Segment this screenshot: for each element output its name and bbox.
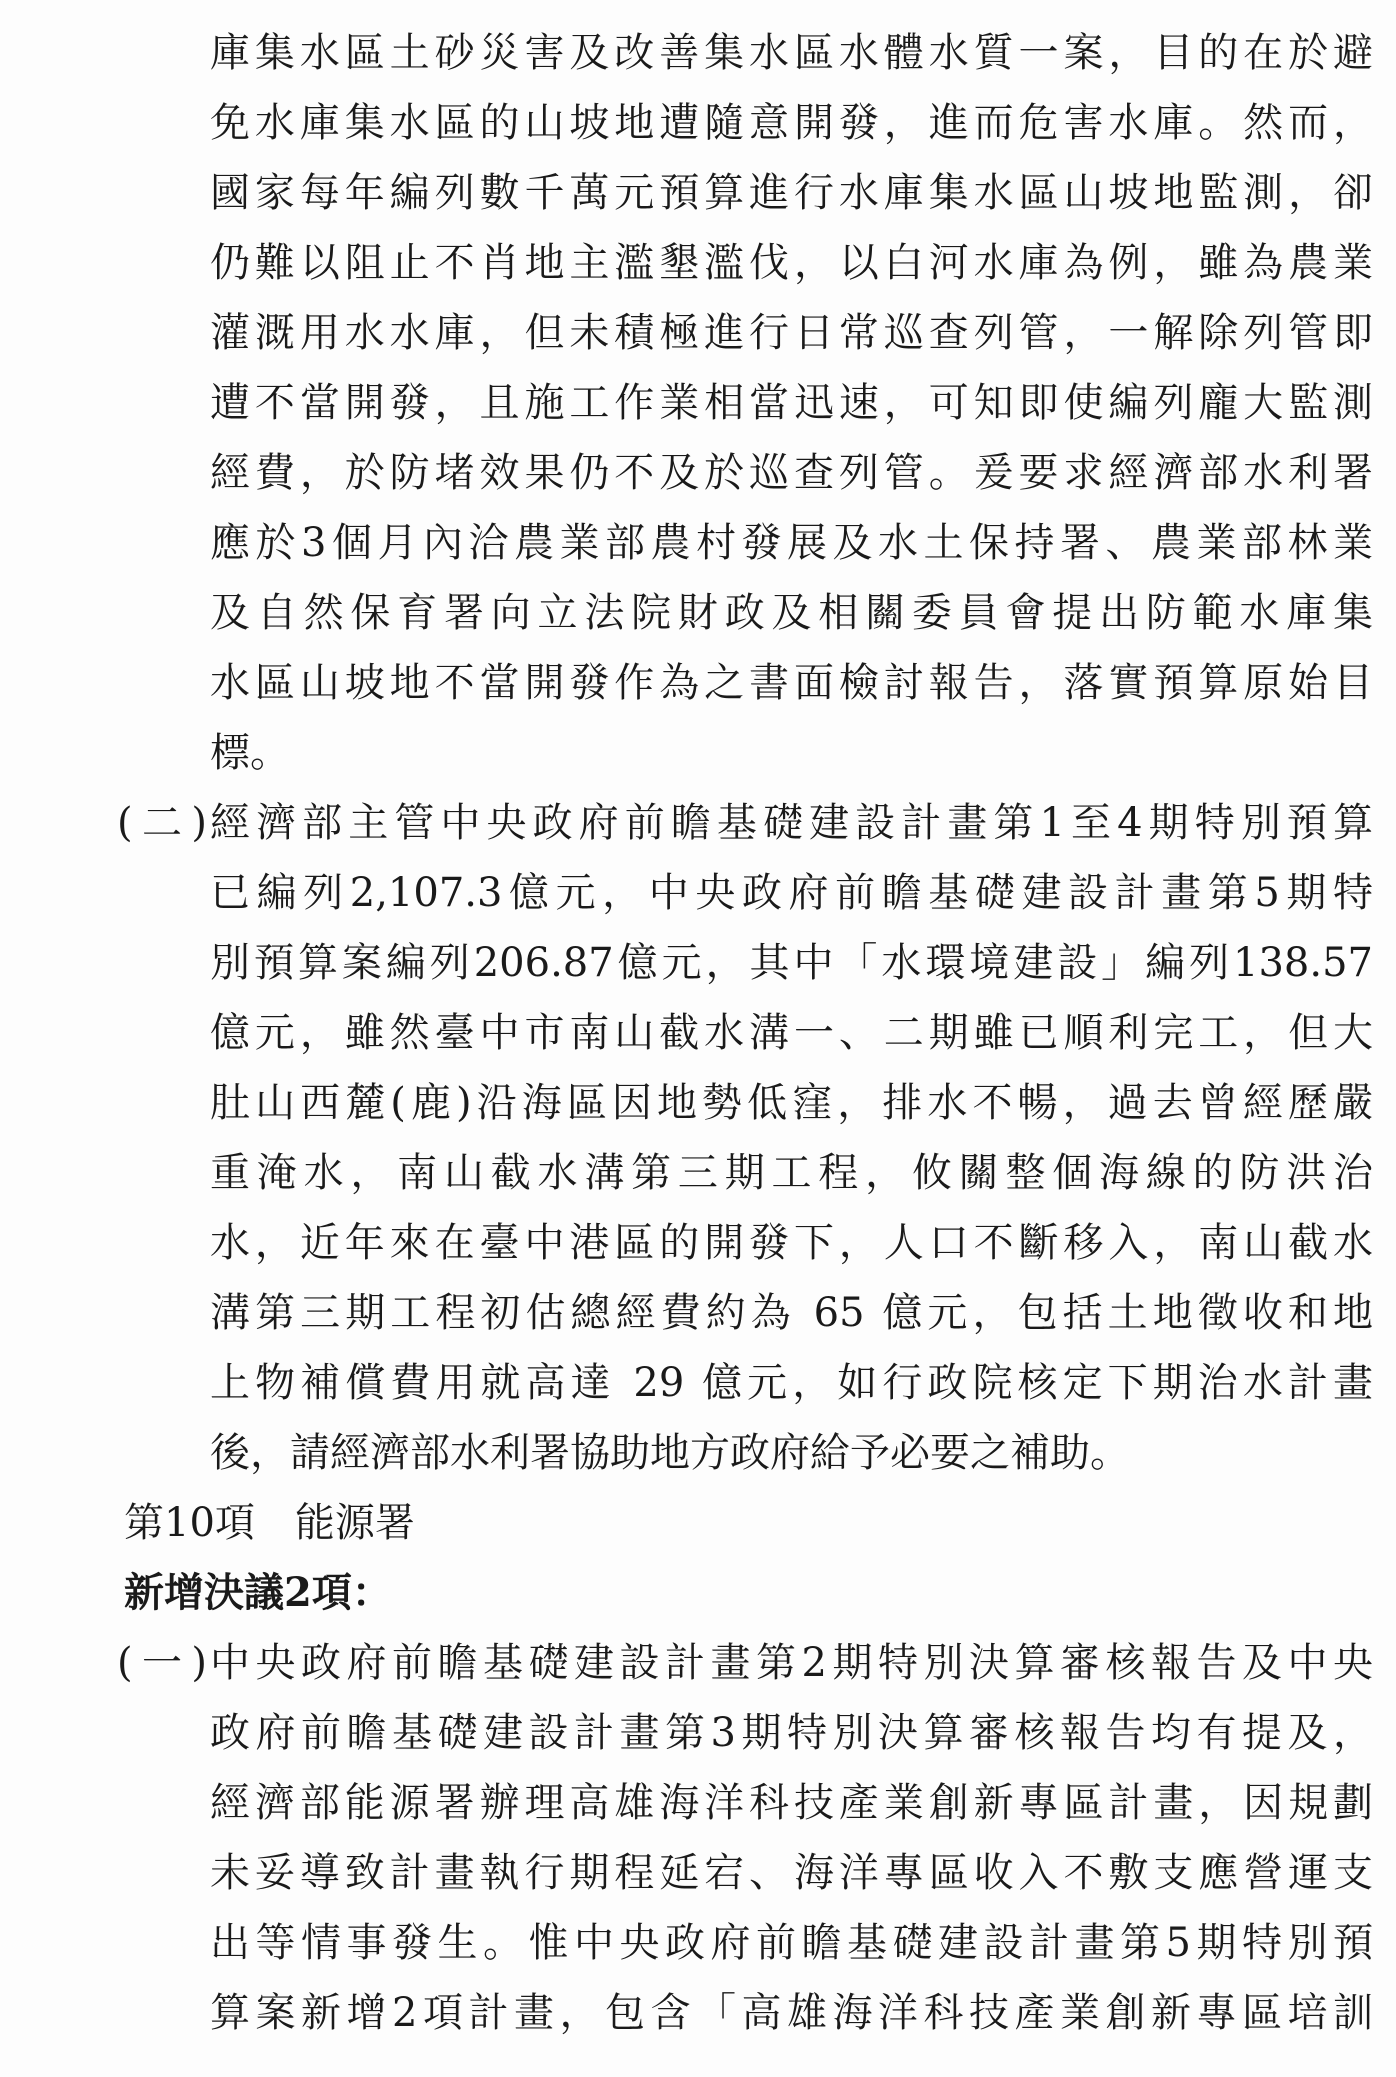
paragraph-line: [0, 1908, 1396, 1978]
paragraph-line-text: 經費，於防堵效果仍不及於巡查列管。爰要求經濟部水利署: [210, 450, 1373, 496]
paragraph-line: [0, 368, 1396, 438]
paragraph-line-text: 算案新增2項計畫，包含「高雄海洋科技產業創新專區培訓: [210, 1990, 1373, 2036]
paragraph-line-text: 肚山西麓(鹿)沿海區因地勢低窪，排水不暢，過去曾經歷嚴: [210, 1080, 1373, 1126]
list-item-label: (二): [117, 800, 207, 846]
paragraph-line: [0, 648, 1396, 718]
paragraph-line-text: 仍難以阻止不肖地主濫墾濫伐，以白河水庫為例，雖為農業: [210, 240, 1373, 286]
paragraph-line-text: 出等情事發生。惟中央政府前瞻基礎建設計畫第5期特別預: [210, 1920, 1373, 1966]
paragraph-line-text: 國家每年編列數千萬元預算進行水庫集水區山坡地監測，卻: [210, 170, 1373, 216]
paragraph-line: [0, 158, 1396, 228]
paragraph-line-text: 億元，雖然臺中市南山截水溝一、二期雖已順利完工，但大: [210, 1010, 1373, 1056]
list-item-label: (一): [117, 1640, 207, 1686]
paragraph-line-text: 庫集水區土砂災害及改善集水區水體水質一案，目的在於避: [210, 30, 1373, 76]
paragraph-line-text: 水，近年來在臺中港區的開發下，人口不斷移入，南山截水: [210, 1220, 1373, 1266]
paragraph-line-text: 及自然保育署向立法院財政及相關委員會提出防範水庫集: [210, 590, 1373, 636]
paragraph-line-text: 未妥導致計畫執行期程延宕、海洋專區收入不敷支應營運支: [210, 1850, 1373, 1896]
paragraph-line-text: 經濟部能源署辦理高雄海洋科技產業創新專區計畫，因規劃: [210, 1780, 1373, 1826]
paragraph-line: [0, 1348, 1396, 1418]
paragraph-line: [0, 578, 1396, 648]
paragraph-line-text: 已編列2,107.3億元，中央政府前瞻基礎建設計畫第5期特: [210, 870, 1373, 916]
paragraph-line: [0, 1068, 1396, 1138]
list-item-first-line: [0, 788, 1396, 858]
paragraph-line-text: 免水庫集水區的山坡地遭隨意開發，進而危害水庫。然而，: [210, 100, 1373, 146]
resolution-heading: 新增決議2項：: [124, 1569, 392, 1616]
paragraph-line: [0, 508, 1396, 578]
paragraph-line: [0, 438, 1396, 508]
paragraph-line-text: 灌溉用水水庫，但未積極進行日常巡查列管，一解除列管即: [210, 310, 1373, 356]
paragraph-line: [0, 298, 1396, 368]
paragraph-line: [0, 1208, 1396, 1278]
paragraph-line: [0, 1838, 1396, 1908]
paragraph-line: [0, 718, 1396, 788]
paragraph-line: [0, 1418, 1396, 1488]
paragraph-line: [0, 998, 1396, 1068]
paragraph-line: [0, 1698, 1396, 1768]
paragraph-line-text: 中央政府前瞻基礎建設計畫第2期特別決算審核報告及中央: [210, 1640, 1373, 1686]
paragraph-line-text: 標。: [210, 730, 290, 776]
paragraph-line-text: 遭不當開發，且施工作業相當迅速，可知即使編列龐大監測: [210, 380, 1373, 426]
paragraph-line-text: 政府前瞻基礎建設計畫第3期特別決算審核報告均有提及，: [210, 1710, 1373, 1756]
paragraph-line: [0, 928, 1396, 998]
paragraph-line: [0, 1768, 1396, 1838]
paragraph-line: [0, 1138, 1396, 1208]
paragraph-line: [0, 1978, 1396, 2048]
resolution-heading-line: [0, 1558, 1396, 1628]
section-heading: 第10項 能源署: [124, 1500, 415, 1546]
paragraph-line-text: 重淹水，南山截水溝第三期工程，攸關整個海線的防洪治: [210, 1150, 1373, 1196]
section-heading-line: [0, 1488, 1396, 1558]
paragraph-line-text: 上物補償費用就高達 29 億元，如行政院核定下期治水計畫: [210, 1360, 1373, 1406]
paragraph-line: [0, 1278, 1396, 1348]
paragraph-line-text: 應於3個月內洽農業部農村發展及水土保持署、農業部林業: [210, 520, 1373, 566]
paragraph-line-text: 溝第三期工程初估總經費約為 65 億元，包括土地徵收和地: [210, 1290, 1373, 1336]
paragraph-line: [0, 18, 1396, 88]
paragraph-line: [0, 858, 1396, 928]
paragraph-line-text: 經濟部主管中央政府前瞻基礎建設計畫第1至4期特別預算: [210, 800, 1373, 846]
paragraph-line: [0, 88, 1396, 158]
paragraph-line: [0, 228, 1396, 298]
list-item-first-line: [0, 1628, 1396, 1698]
paragraph-line-text: 後，請經濟部水利署協助地方政府給予必要之補助。: [210, 1430, 1130, 1476]
paragraph-line-text: 別預算案編列206.87億元，其中「水環境建設」編列138.57: [210, 940, 1373, 986]
paragraph-line-text: 水區山坡地不當開發作為之書面檢討報告，落實預算原始目: [210, 660, 1373, 706]
